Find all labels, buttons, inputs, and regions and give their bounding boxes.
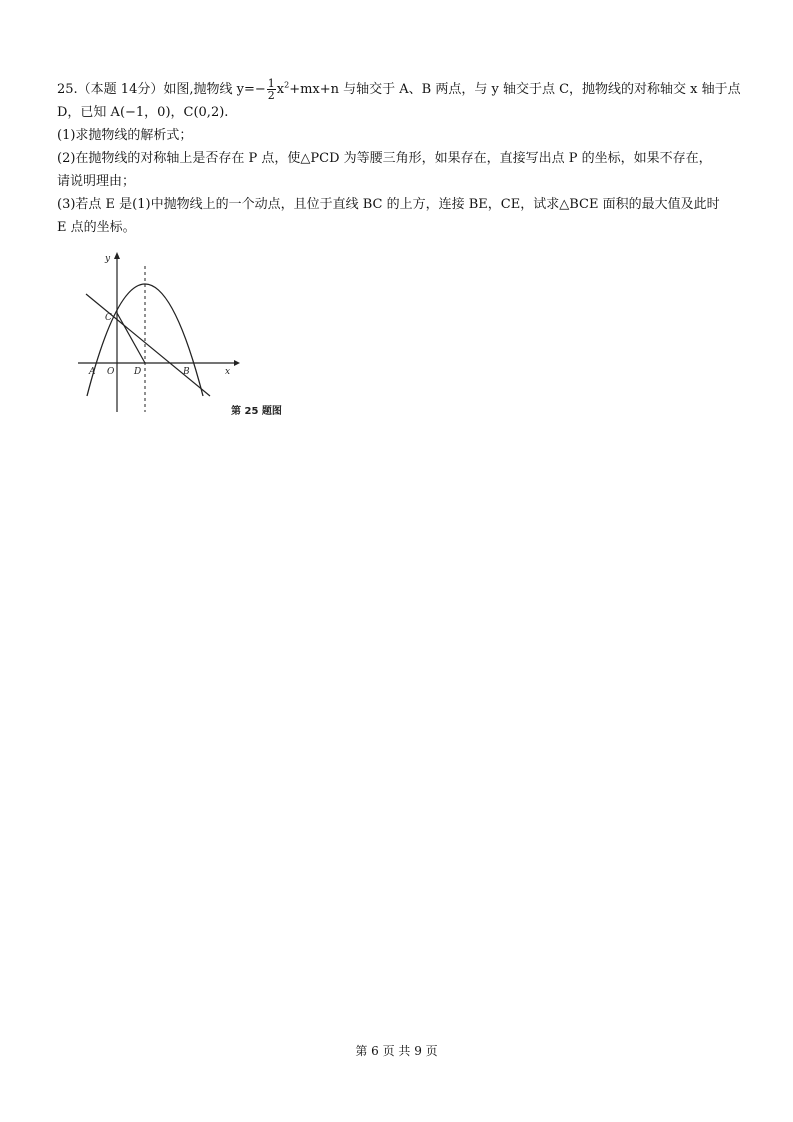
parabola-figure <box>76 250 296 420</box>
variable-x: x <box>276 82 285 97</box>
fraction-denominator: 2 <box>267 89 275 102</box>
label-y: y <box>105 254 111 264</box>
problem-line-2: D，已知 A(−1，0)，C(0,2). <box>57 105 229 120</box>
exponent: 2 <box>284 80 290 90</box>
figure-caption: 第 25 题图 <box>231 406 282 417</box>
question-2-part-a: (2)在抛物线的对称轴上是否存在 P 点，使△PCD 为等腰三角形，如果存在，直接写出点 P 的坐标，如果不存在， <box>57 151 712 166</box>
label-a: A <box>89 367 96 377</box>
page-footer: 第 6 页 共 9 页 <box>355 1044 438 1058</box>
question-3-part-b: E 点的坐标。 <box>57 220 136 235</box>
question-3-part-a: (3)若点 E 是(1)中抛物线上的一个动点，且位于直线 BC 的上方，连接 BE，CE，试求△BCE 面积的最大值及此时 <box>57 197 720 212</box>
label-d: D <box>134 367 142 377</box>
label-b: B <box>183 367 190 377</box>
problem-text <box>57 78 747 239</box>
label-x: x <box>225 367 231 377</box>
problem-intro-rest: +mx+n 与轴交于 A、B 两点，与 y 轴交于点 C，抛物线的对称轴交 x 轴于点 <box>289 82 741 97</box>
line-bc <box>86 294 210 396</box>
fraction-numerator: 1 <box>267 77 275 90</box>
segment-cd <box>117 313 145 363</box>
question-1: (1)求抛物线的解析式； <box>57 128 193 143</box>
fraction-one-half <box>267 78 276 101</box>
problem-line-1 <box>57 78 747 101</box>
label-o: O <box>107 367 115 377</box>
label-c: C <box>105 313 112 323</box>
figure-svg <box>76 250 296 420</box>
question-2-part-b: 请说明理由； <box>57 174 136 189</box>
x-axis-arrow <box>234 360 240 366</box>
problem-intro: 25.（本题 14分）如图,抛物线 y=− <box>57 82 266 97</box>
y-axis-arrow <box>114 252 120 259</box>
